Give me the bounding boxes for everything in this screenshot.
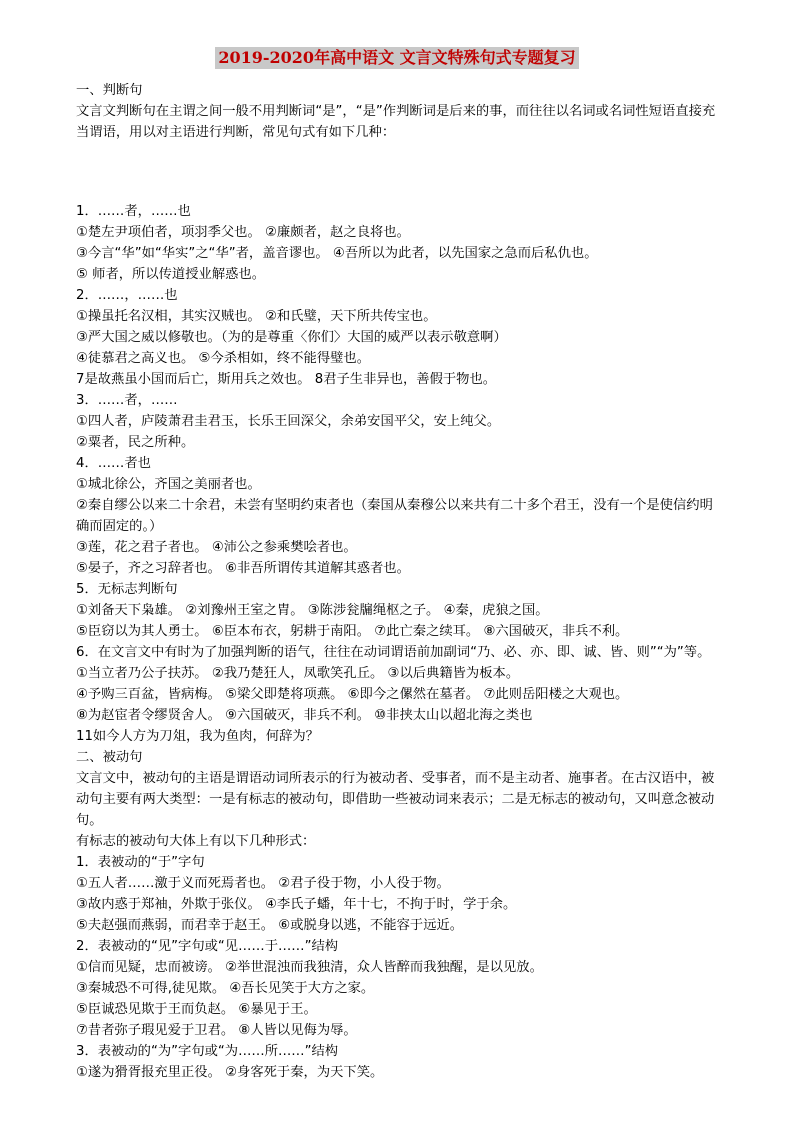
document-body <box>76 80 726 1083</box>
text-line: 有标志的被动句大体上有以下几种形式： <box>76 834 316 849</box>
section-intro <box>76 80 726 143</box>
text-line: ②粟者，民之所种。 <box>76 435 195 450</box>
text-line: ①信而见疑，忠而被谤。 ②举世混浊而我独清，众人皆醉而我独醒，是以见放。 <box>76 960 543 975</box>
text-line: ①遂为猾胥报充里正役。 ②身客死于秦，为天下笑。 <box>76 1065 384 1080</box>
text-line: ①楚左尹项伯者，项羽季父也。 ②廉颇者，赵之良将也。 <box>76 225 410 240</box>
document-title: 2019-2020年高中语文 文言文特殊句式专题复习 <box>215 47 578 69</box>
text-line: 2．……，……也 <box>76 288 178 303</box>
document-title-wrap <box>0 47 794 69</box>
text-line: ③严大国之威以修敬也。（为的是尊重〈你们〉大国的威严以表示敬意啊） <box>76 330 507 345</box>
text-line: 7是故燕虽小国而后亡，斯用兵之效也。 8君子生非异也，善假于物也。 <box>76 372 497 387</box>
text-line: ③故内惑于郑袖，外欺于张仪。 ④李氏子蟠，年十七，不拘于时，学于余。 <box>76 897 517 912</box>
text-line: ⑤夫赵强而燕弱，而君幸于赵王。 ⑥或脱身以逃，不能容于远近。 <box>76 918 464 933</box>
section-body <box>76 201 726 1083</box>
text-line: 一、判断句 <box>76 83 143 98</box>
text-line: ③秦城恐不可得,徒见欺。 ④吾长见笑于大方之家。 <box>76 981 375 996</box>
text-line: 1．……者，……也 <box>76 204 191 219</box>
text-line: 二、被动句 <box>76 750 143 765</box>
text-line: ⑤ 师者，所以传道授业解惑也。 <box>76 267 266 282</box>
text-line: 1．表被动的“于”字句 <box>76 855 205 870</box>
text-line: 6．在文言文中有时为了加强判断的语气，往往在动词谓语前加副词“乃、必、亦、即、诚、皆、则”“为”等。 <box>76 645 711 660</box>
text-line: ①四人者，庐陵萧君圭君玉，长乐王回深父，余弟安国平父，安上纯父。 <box>76 414 501 429</box>
text-line: 5．无标志判断句 <box>76 582 178 597</box>
text-line: 文言文判断句在主谓之间一般不用判断词“是”，“是”作判断词是后来的事，而往往以名词或名词性短语直接充当谓语，用以对主语进行判断，常见句式有如下几种： <box>76 104 716 140</box>
blank-gap <box>76 143 726 201</box>
text-line: 3．……者，…… <box>76 393 178 408</box>
text-line: ①刘备天下枭雄。 ②刘豫州王室之胄。 ③陈涉瓮牖绳枢之子。 ④秦，虎狼之国。 <box>76 603 549 618</box>
text-line: ⑦昔者弥子瑕见爱于卫君。 ⑧人皆以见侮为辱。 <box>76 1023 357 1038</box>
text-line: ①当立者乃公子扶苏。 ②我乃楚狂人，凤歌笑孔丘。 ③以后典籍皆为板本。 <box>76 666 520 681</box>
text-line: ④予购三百盆，皆病梅。 ⑤梁父即楚将项燕。 ⑥即今之傫然在墓者。 ⑦此则岳阳楼之大观也。 <box>76 687 629 702</box>
text-line: ①城北徐公，齐国之美丽者也。 <box>76 477 261 492</box>
text-line: 3．表被动的“为”字句或“为……所……”结构 <box>76 1044 339 1059</box>
text-line: 4．……者也 <box>76 456 151 471</box>
text-line: ④徒慕君之高义也。 ⑤今杀相如，终不能得璧也。 <box>76 351 371 366</box>
text-line: ⑤臣窃以为其人勇士。 ⑥臣本布衣，躬耕于南阳。 ⑦此亡秦之续耳。 ⑧六国破灭，非兵不利。 <box>76 624 629 639</box>
text-line: ③莲，花之君子者也。 ④沛公之参乘樊哙者也。 <box>76 540 357 555</box>
text-line: ③今言“华”如“华实”之“华”者，盖音谬也。 ④吾所以为此者，以先国家之急而后私仇也。 <box>76 246 598 261</box>
text-line: 2．表被动的“见”字句或“见……于……”结构 <box>76 939 339 954</box>
text-line: ⑤晏子，齐之习辞者也。 ⑥非吾所谓传其道解其惑者也。 <box>76 561 410 576</box>
text-line: ①五人者……激于义而死焉者也。 ②君子役于物，小人役于物。 <box>76 876 450 891</box>
text-line: ⑤臣诚恐见欺于王而负赵。 ⑥暴见于王。 <box>76 1002 317 1017</box>
text-line: ①操虽托名汉相，其实汉贼也。 ②和氏璧，天下所共传宝也。 <box>76 309 437 324</box>
text-line: 11如今人方为刀俎，我为鱼肉，何辞为？ <box>76 729 319 744</box>
text-line: ⑧为赵宦者令缪贤舍人。 ⑨六国破灭，非兵不利。 ⑩非挟太山以超北海之类也 <box>76 708 533 723</box>
text-line: ②秦自缪公以来二十余君，未尝有坚明约束者也（秦国从秦穆公以来共有二十多个君王，没有一个是使信约明确而固定的。） <box>76 498 713 534</box>
text-line: 文言文中，被动句的主语是谓语动词所表示的行为被动者、受事者，而不是主动者、施事者。在古汉语中，被动句主要有两大类型：一是有标志的被动句，即借助一些被动词来表示；二是无标志的被动句，又叫意念被动句。 <box>76 771 715 828</box>
